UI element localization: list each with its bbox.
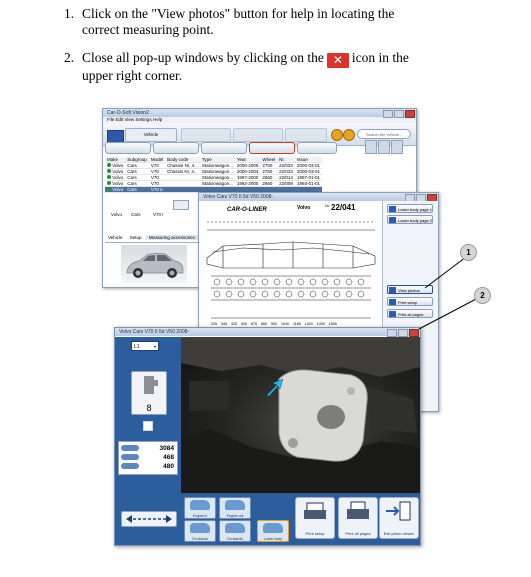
table-cell: 2000-2004 (236, 169, 259, 174)
lower-body-button[interactable]: Lower body (257, 520, 289, 542)
brand-logo: CAR-O-LINER (227, 207, 267, 213)
on-stands-button[interactable]: On stands (219, 520, 251, 542)
table-cell: Chassie Nr. 4... (167, 163, 198, 168)
view-photos-button[interactable]: View photos (387, 285, 433, 294)
close-x-icon: ✕ (327, 53, 349, 68)
table-cell: V70 (149, 181, 165, 187)
sheet-number: 22/041 (331, 203, 356, 212)
vehicle-heading: Volvo (297, 205, 311, 211)
sheet-prefix: Nr. (325, 203, 331, 208)
table-cell: V70 (149, 169, 165, 175)
table-cell: 2000-03-01 (296, 169, 320, 174)
table-cell: 22/033 (279, 169, 293, 174)
table-cell: Cars (125, 175, 149, 181)
instruction-text: Close all pop-up windows by clicking on the (82, 50, 324, 65)
print-all-pages-tile[interactable]: Print all pages (338, 497, 378, 539)
table-cell: 22/033 (279, 163, 293, 168)
print-all-pages-button[interactable]: Print all pages (387, 309, 433, 318)
table-cell: 2000-2006 (236, 163, 259, 168)
callout-1-leader (425, 257, 466, 288)
window-title: Volvo Cars V70 II 5d V50 2008- (119, 329, 190, 335)
lower-body-page-1-button[interactable]: Lower body page 1 (387, 204, 433, 213)
table-cell: Cars (125, 181, 149, 187)
table-cell: Stationwagon... (201, 181, 233, 186)
table-cell: 22/008 (279, 181, 293, 186)
table-cell: 1997-2000 (236, 175, 259, 180)
table-cell: 2760 (260, 163, 277, 169)
column-header[interactable]: Subgroup (127, 157, 147, 162)
tab-setup[interactable]: Setup (129, 235, 142, 240)
table-cell: Stationwagon... (201, 169, 233, 174)
print-setup-tile[interactable]: Print setup (295, 497, 335, 539)
lower-body-page-2-button[interactable]: Lower body page 2 (387, 215, 433, 224)
table-cell: 2660 (260, 181, 277, 187)
table-cell: 2760 (260, 169, 277, 175)
table-cell: Cars (125, 187, 149, 193)
tab-vehicle[interactable]: Vehicle (108, 235, 123, 240)
table-row-selected[interactable]: Volvo Cars V70 II (105, 187, 322, 193)
table-row[interactable]: Volvo Cars V70 Chassie Nr. 4... Stationwagon... 2000-2006 2760 22/033 2000-03-01 (105, 163, 322, 169)
callout-1: 1 (460, 244, 477, 261)
table-cell: V70 II (149, 187, 165, 193)
table-cell: 1997-01-01 (296, 175, 320, 180)
exit-photo-viewer-tile[interactable]: Exit photo viewer (379, 497, 419, 539)
table-cell: Cars (125, 163, 149, 169)
table-cell: 1992-2000 (236, 181, 259, 186)
tab-measuring-accessories[interactable]: Measuring accessories (146, 235, 198, 240)
column-header[interactable]: Year (235, 157, 261, 163)
engine-in-button[interactable]: Engine in (184, 497, 216, 519)
instruction-text: upper right corner. (82, 68, 183, 83)
column-header[interactable]: Issue (295, 157, 322, 163)
print-setup-button[interactable]: Print setup (387, 297, 433, 306)
callout-2-leader (419, 298, 478, 329)
engine-out-button[interactable]: Engine out (219, 497, 251, 519)
instruction-number: 1. (64, 6, 75, 21)
column-header[interactable]: Wheel (262, 157, 276, 162)
column-header[interactable]: Type (200, 157, 235, 163)
column-header[interactable]: Body code (165, 157, 200, 163)
window-title: Volvo Cars V70 II 5d V50 2008- (203, 194, 274, 200)
table-cell: 22/014 (279, 175, 293, 180)
search-input[interactable]: Search the vehicle... (357, 129, 411, 139)
instruction-text: icon in the (351, 50, 409, 65)
table-cell: Stationwagon... (201, 175, 233, 180)
bolt-number: 8 (146, 403, 152, 413)
point-select[interactable]: L1 ▾ (131, 341, 159, 351)
table-cell: V70 (149, 163, 165, 169)
table-cell: Chassis Nr. 4... (165, 169, 200, 175)
instruction-text: Click on the "View photos" button for help in locating the (82, 6, 395, 21)
instruction-number: 2. (64, 50, 75, 65)
table-cell: Stationwagon... (201, 163, 233, 168)
column-header[interactable]: Make (105, 157, 125, 163)
measurement-row: 225 345 425 530 675 860 900 1040 1165 1300 1395 1505 (211, 322, 337, 326)
table-row[interactable]: Volvo Cars V70 Chassis Nr. 4... Stationwagon... 2000-2004 2760 22/033 2000-03-01 (105, 169, 322, 175)
callout-2: 2 (474, 287, 491, 304)
table-cell: V70 (149, 175, 165, 181)
table-cell: 2000-03-01 (296, 163, 320, 168)
instruction-text: correct measuring point. (82, 22, 214, 37)
column-header[interactable]: Nr. (277, 157, 295, 163)
menu-bar[interactable]: File Edit View Settings Help (103, 117, 416, 123)
table-cell: 1993-01-01 (296, 181, 320, 186)
table-cell: 2660 (260, 175, 277, 181)
dimension-panel: 3084 468 480 (118, 441, 178, 475)
window-title: Car-O-Soft Vision2 (107, 110, 149, 116)
on-stands-button[interactable]: On stands (184, 520, 216, 542)
table-row[interactable]: Volvo Cars V70 Stationwagon... 1992-2000 2660 22/008 1993-01-01 (105, 181, 322, 187)
column-header[interactable]: Model (150, 157, 164, 162)
chevron-down-icon: ▾ (153, 344, 156, 349)
table-row[interactable]: Volvo Cars V70 I (111, 212, 164, 217)
table-cell: Cars (125, 169, 149, 175)
table-row[interactable]: Volvo Cars V70 Stationwagon... 1997-2000 2660 22/014 1997-01-01 (105, 175, 322, 181)
module-label[interactable]: Vehicle (125, 128, 177, 142)
